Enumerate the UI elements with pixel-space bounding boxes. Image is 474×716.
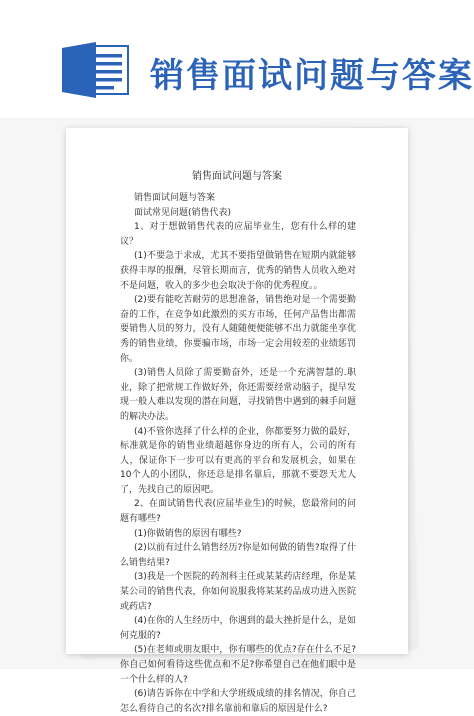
question-item: (5)在老师或朋友眼中，你有哪些的优点?存在什么不足?你自己如何看待这些优点和不足?你希望自己在他们眼中是一个什么样的人? — [120, 645, 356, 685]
answer-paragraph: (2)要有能吃苦耐劳的思想准备，销售绝对是一个需要勤奋的工作，在竞争如此激烈的买方市场，任何产品售出都需要销售人员的努力，没有人随随便便能够不出力就能坐享优秀的销售业绩，你要骗市场，市场一定会用较差的业绩惩罚你。 — [120, 295, 356, 364]
question-heading: 2、在面试销售代表(应届毕业生)的时候，您最常问的问题有哪些? — [120, 499, 356, 525]
question-item: (6)请告诉你在中学和大学班级成绩的排名情况，你自己怎么看待自己的名次?排名靠前和靠后的原因是什么? — [120, 689, 356, 714]
answer-paragraph: (3)销售人员除了需要勤奋外，还是一个充满智慧的.职业，除了把常规工作做好外，你还需要经常动脑子，提早发现一般人难以发现的潜在问题，寻找销售中遇到的棘手问题的解决办法。 — [120, 368, 356, 422]
document-page — [66, 128, 408, 714]
question-item: (3)我是一个医院的药剂科主任或某某药店经理，你是某某公司的销售代表，你如何说服我将某某药品成功进入医院或药店? — [120, 572, 356, 612]
question-heading: 1、对于想做销售代表的应届毕业生，您有什么样的建议？ — [120, 222, 356, 247]
question-item: (2)以前有过什么销售经历?你是如何做的销售?取得了什么销售结果? — [120, 543, 356, 568]
document-title: 销售面试问题与答案 — [192, 171, 282, 182]
answer-paragraph: (4)不管你选择了什么样的企业，你都要努力做的最好，标准就是你的销售业绩超越你身边的所有人，公司的所有人，保证你下一步可以有更高的平台和发展机会，如果在10个人的小团队，你还总是排名靠后，那就不要怨天尤人了，先找自己的原因吧。 — [120, 426, 356, 495]
banner — [0, 0, 474, 118]
question-item: (4)在你的人生经历中，你遇到的最大挫折是什么，是如何克服的? — [120, 616, 356, 641]
question-item: (1)你做销售的原因有哪些? — [134, 528, 242, 539]
section-heading: 面试常见问题(销售代表) — [134, 207, 232, 218]
document-body — [120, 191, 356, 716]
word-icon — [62, 40, 132, 100]
banner-title: 销售面试问题与答案 — [150, 56, 474, 96]
answer-paragraph: (1)不要急于求成，尤其不要指望做销售在短期内就能够获得丰厚的报酬，尽管长期而言，优秀的销售人员收入绝对不是问题，收入的多少也会取决于你的优秀程度。。 — [120, 251, 356, 291]
body-paragraph: 销售面试问题与答案 — [134, 193, 216, 203]
